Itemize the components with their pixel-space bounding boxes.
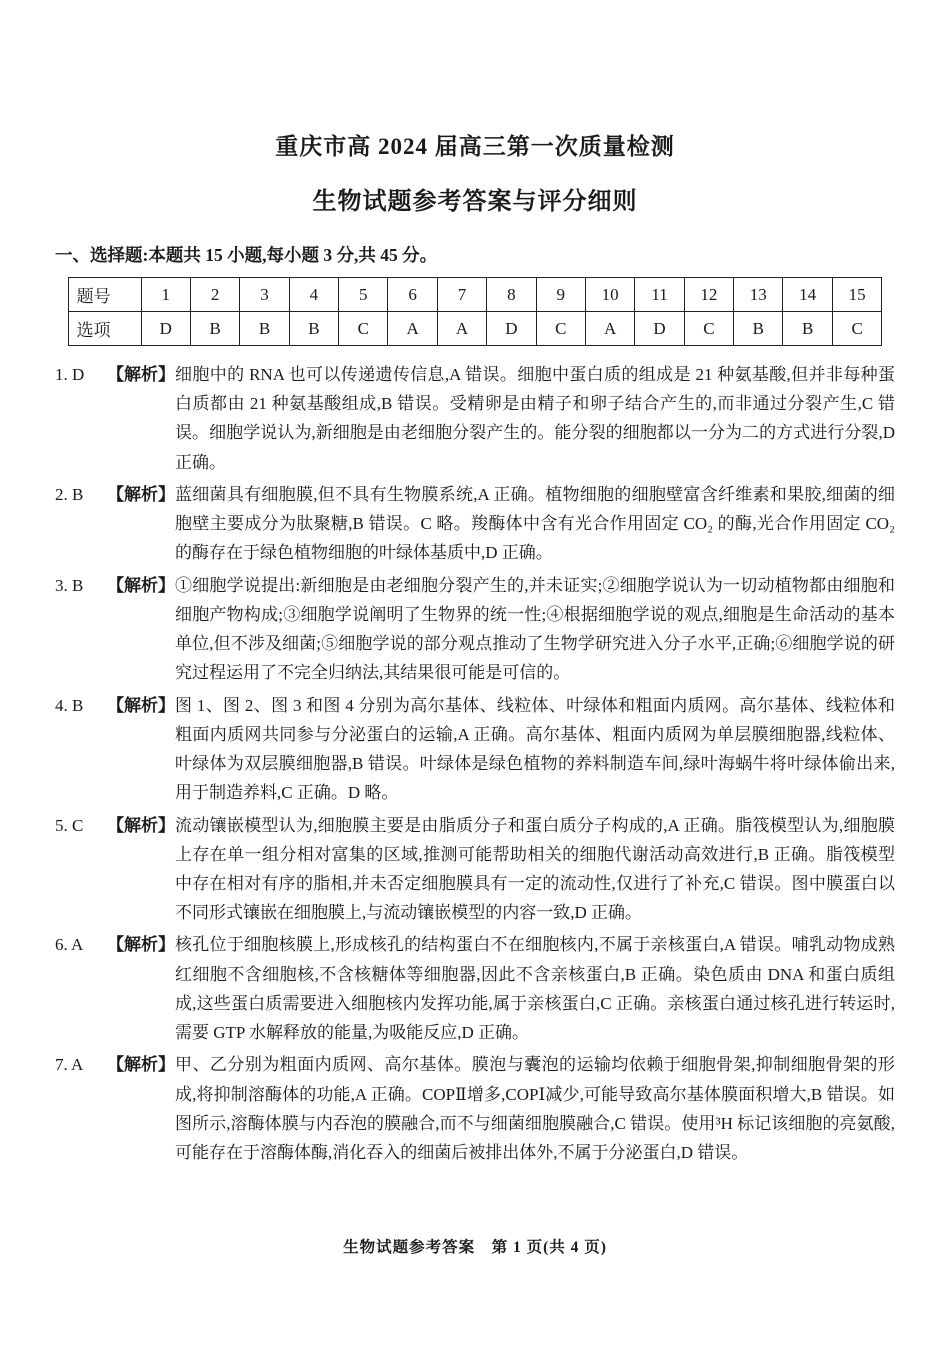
- question-number-cell: 11: [635, 278, 684, 312]
- answer-cell: A: [585, 312, 634, 346]
- analysis-tag: 【解析】: [107, 484, 175, 504]
- question-answer-label: 7. A: [55, 1055, 84, 1075]
- question-number-cell: 15: [832, 278, 882, 312]
- answer-cell: B: [734, 312, 783, 346]
- question-number-cell: 10: [585, 278, 634, 312]
- answer-cell: C: [536, 312, 585, 346]
- question-answer-label: 2. B: [55, 484, 84, 504]
- question-number-cell: 7: [437, 278, 486, 312]
- question-number-cell: 14: [783, 278, 832, 312]
- answer-row-label: 选项: [68, 312, 141, 346]
- explanation-item: [55, 571, 895, 688]
- question-answer-label: 4. B: [55, 695, 84, 715]
- question-number-cell: 6: [388, 278, 437, 312]
- explanation-item: [55, 930, 895, 1047]
- answer-cell: B: [190, 312, 239, 346]
- analysis-text: 核孔位于细胞核膜上,形成核孔的结构蛋白不在细胞核内,不属于亲核蛋白,A 错误。哺乳动物成熟红细胞不含细胞核,不含核糖体等细胞器,因此不含亲核蛋白,B 正确。染色质由 DNA 和蛋白质组成,这些蛋白质需要进入细胞核内发挥功能,属于亲核蛋白,C 正确。亲核蛋白通过核孔进行转运时,需要 GTP 水解释放的能量,为吸能反应,D 正确。: [175, 935, 895, 1043]
- analysis-tag: 【解析】: [107, 575, 175, 595]
- question-number-row: [68, 278, 882, 312]
- question-number-cell: 5: [339, 278, 388, 312]
- answer-cell: B: [240, 312, 289, 346]
- explanation-item: [55, 691, 895, 808]
- explanation-list: [55, 360, 895, 1167]
- explanation-item: [55, 811, 895, 928]
- answer-row: [68, 312, 882, 346]
- analysis-tag: 【解析】: [107, 365, 175, 384]
- answer-table: [68, 277, 883, 346]
- question-number-cell: 9: [536, 278, 585, 312]
- answer-cell: C: [832, 312, 882, 346]
- page-subtitle: 生物试题参考答案与评分细则: [312, 189, 638, 215]
- analysis-text: ①细胞学说提出:新细胞是由老细胞分裂产生的,并未证实;②细胞学说认为一切动植物都由细胞和细胞产物构成;③细胞学说阐明了生物界的统一性;④根据细胞学说的观点,细胞是生命活动的基本单位,但不涉及细菌;⑤细胞学说的部分观点推动了生物学研究进入分子水平,正确;⑥细胞学说的研究过程运用了不完全归纳法,其结果很可能是可信的。: [175, 575, 895, 683]
- answer-cell: A: [437, 312, 486, 346]
- question-number-cell: 8: [487, 278, 536, 312]
- question-answer-label: 3. B: [55, 575, 84, 595]
- analysis-text: 图 1、图 2、图 3 和图 4 分别为高尔基体、线粒体、叶绿体和粗面内质网。高尔基体、线粒体和粗面内质网共同参与分泌蛋白的运输,A 正确。高尔基体、粗面内质网为单层膜细胞器,线粒体、叶绿体为双层膜细胞器,B 错误。叶绿体是绿色植物的养料制造车间,绿叶海蜗牛将叶绿体偷出来,用于制造养料,C 正确。D 略。: [175, 695, 895, 803]
- answer-cell: C: [339, 312, 388, 346]
- question-answer-label: 6. A: [55, 935, 84, 955]
- question-number-cell: 2: [190, 278, 239, 312]
- question-number-row-label: 题号: [68, 278, 141, 312]
- analysis-text: 蓝细菌具有细胞膜,但不具有生物膜系统,A 正确。植物细胞的细胞壁富含纤维素和果胶,细菌的细胞壁主要成分为肽聚糖,B 错误。C 略。羧酶体中含有光合作用固定 CO₂ 的酶,光合作用固定 CO₂ 的酶存在于绿色植物细胞的叶绿体基质中,D 正确。: [175, 484, 895, 563]
- explanation-item: [55, 1050, 895, 1167]
- page-footer: 生物试题参考答案 第 1 页(共 4 页): [343, 1239, 607, 1256]
- answer-cell: B: [289, 312, 338, 346]
- answer-cell: C: [684, 312, 733, 346]
- answer-cell: D: [487, 312, 536, 346]
- question-number-cell: 3: [240, 278, 289, 312]
- analysis-tag: 【解析】: [107, 695, 175, 715]
- question-number-cell: 1: [141, 278, 190, 312]
- analysis-text: 细胞中的 RNA 也可以传递遗传信息,A 错误。细胞中蛋白质的组成是 21 种氨基酸,但并非每种蛋白质都由 21 种氨基酸组成,B 错误。受精卵是由精子和卵子结合产生的,而非通过分裂产生,C 错误。细胞学说认为,新细胞是由老细胞分裂产生的。能分裂的细胞都以一分为二的方式进行分裂,D 正确。: [175, 365, 895, 472]
- answer-cell: B: [783, 312, 832, 346]
- section-header: 一、选择题:本题共 15 小题,每小题 3 分,共 45 分。: [55, 245, 438, 265]
- answer-cell: D: [141, 312, 190, 346]
- answer-cell: A: [388, 312, 437, 346]
- answer-cell: D: [635, 312, 684, 346]
- analysis-tag: 【解析】: [107, 1055, 175, 1075]
- question-number-cell: 13: [734, 278, 783, 312]
- analysis-text: 甲、乙分别为粗面内质网、高尔基体。膜泡与囊泡的运输均依赖于细胞骨架,抑制细胞骨架的形成,将抑制溶酶体的功能,A 正确。COPⅡ增多,COPⅠ减少,可能导致高尔基体膜面积增大,B 错误。如图所示,溶酶体膜与内吞泡的膜融合,而不与细菌细胞膜融合,C 错误。使用³H 标记该细胞的亮氨酸,可能存在于溶酶体酶,消化吞入的细菌后被排出体外,不属于分泌蛋白,D 错误。: [175, 1055, 895, 1163]
- explanation-item: [55, 360, 895, 477]
- explanation-item: [55, 480, 895, 568]
- question-number-cell: 4: [289, 278, 338, 312]
- analysis-text: 流动镶嵌模型认为,细胞膜主要是由脂质分子和蛋白质分子构成的,A 正确。脂筏模型认为,细胞膜上存在单一组分相对富集的区域,推测可能帮助相关的细胞代谢活动高效进行,B 正确。脂筏模型中存在相对有序的脂相,并未否定细胞膜具有一定的流动性,仅进行了补充,C 错误。图中膜蛋白以不同形式镶嵌在细胞膜上,与流动镶嵌模型的内容一致,D 正确。: [175, 815, 895, 923]
- question-number-cell: 12: [684, 278, 733, 312]
- question-answer-label: 1. D: [55, 365, 85, 384]
- question-answer-label: 5. C: [55, 815, 84, 835]
- page-title: 重庆市高 2024 届高三第一次质量检测: [275, 134, 675, 159]
- analysis-tag: 【解析】: [107, 815, 175, 835]
- analysis-tag: 【解析】: [107, 935, 175, 955]
